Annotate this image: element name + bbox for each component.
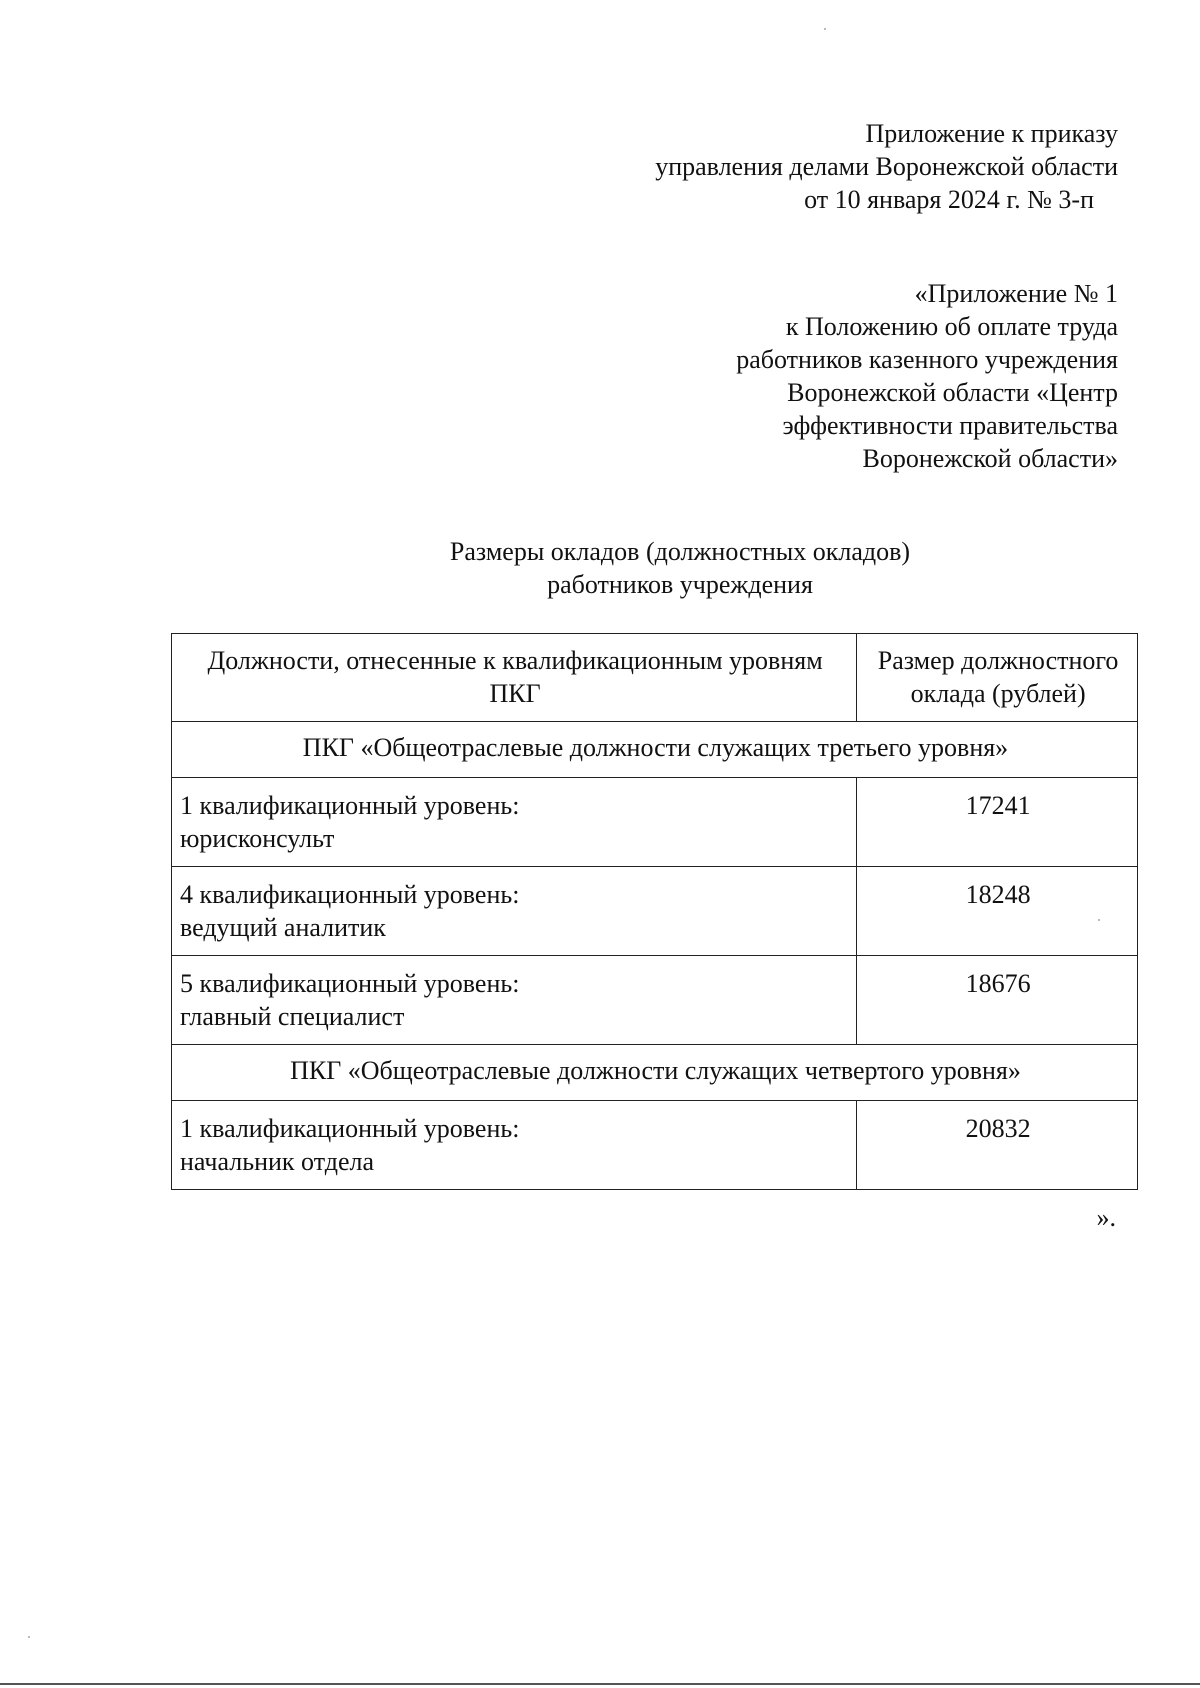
order-reference-line-2: управления делами Воронежской области xyxy=(655,152,1118,181)
salary-cell: 18248 xyxy=(857,867,1138,956)
position-name: ведущий аналитик xyxy=(180,913,386,942)
salary-cell: 18676 xyxy=(857,956,1138,1045)
qualification-level: 1 квалификационный уровень: xyxy=(180,791,520,820)
annex-reference-line-6: Воронежской области» xyxy=(862,444,1118,473)
table-row xyxy=(172,778,1138,867)
header-salary: Размер должностного оклада (рублей) xyxy=(857,634,1138,722)
table-group-row xyxy=(172,722,1138,778)
scan-speck xyxy=(1098,919,1100,921)
document-title xyxy=(0,535,1200,601)
annex-reference xyxy=(736,277,1118,475)
annex-reference-line-3: работников казенного учреждения xyxy=(736,345,1118,374)
order-reference xyxy=(655,117,1118,216)
document-title-line-2: работников учреждения xyxy=(547,570,813,599)
closing-quote-mark: ». xyxy=(1096,1203,1116,1232)
header-position: Должности, отнесенные к квалификационным уровням ПКГ xyxy=(172,634,857,722)
annex-reference-line-5: эффективности правительства xyxy=(782,411,1118,440)
annex-reference-line-4: Воронежской области «Центр xyxy=(787,378,1118,407)
scan-speck xyxy=(824,28,826,30)
salary-cell: 17241 xyxy=(857,778,1138,867)
group-title: ПКГ «Общеотраслевые должности служащих четвертого уровня» xyxy=(172,1045,1138,1101)
scan-speck xyxy=(28,1636,30,1638)
table-row xyxy=(172,1101,1138,1190)
position-name: юрисконсульт xyxy=(180,824,335,853)
qualification-level: 5 квалификационный уровень: xyxy=(180,969,520,998)
position-cell xyxy=(172,778,857,867)
table-row xyxy=(172,956,1138,1045)
table-group-row xyxy=(172,1045,1138,1101)
order-reference-date-line: от 10 января 2024 г. № 3-п xyxy=(804,185,1094,214)
table-header-row xyxy=(172,634,1138,722)
position-cell xyxy=(172,956,857,1045)
salary-table xyxy=(171,633,1138,1190)
annex-reference-line-1: «Приложение № 1 xyxy=(914,279,1118,308)
qualification-level: 4 квалификационный уровень: xyxy=(180,880,520,909)
order-reference-line-1: Приложение к приказу xyxy=(865,119,1118,148)
salary-cell: 20832 xyxy=(857,1101,1138,1190)
qualification-level: 1 квалификационный уровень: xyxy=(180,1114,520,1143)
table-row xyxy=(172,867,1138,956)
annex-reference-line-2: к Положению об оплате труда xyxy=(785,312,1118,341)
scan-bottom-edge xyxy=(0,1683,1200,1685)
position-name: начальник отдела xyxy=(180,1147,375,1176)
position-name: главный специалист xyxy=(180,1002,405,1031)
document-title-line-1: Размеры окладов (должностных окладов) xyxy=(449,537,911,566)
group-title: ПКГ «Общеотраслевые должности служащих третьего уровня» xyxy=(172,722,1138,778)
position-cell xyxy=(172,867,857,956)
position-cell xyxy=(172,1101,857,1190)
